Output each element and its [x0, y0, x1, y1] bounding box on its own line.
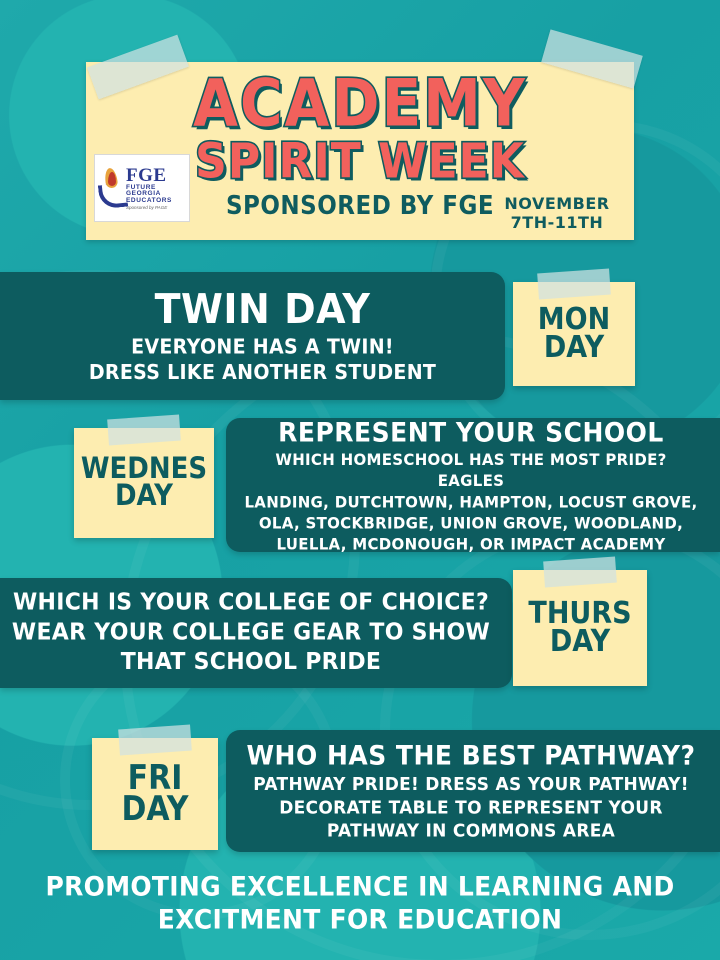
wednesday-panel [226, 418, 720, 552]
thursday-desc [10, 588, 492, 677]
tape-strip-icon [107, 415, 181, 446]
poster-title-line1: ACADEMY [193, 64, 527, 142]
tape-strip-icon [543, 557, 617, 588]
friday-desc-line3: PATHWAY IN COMMONS AREA [326, 820, 616, 842]
poster-date-line2: 7TH-11TH [510, 213, 604, 232]
monday-label-line1: MON [537, 301, 611, 337]
day-row-monday [0, 272, 720, 400]
day-label-thursday [513, 570, 647, 686]
fge-tagline: Sponsored by PAGE [126, 205, 168, 210]
thursday-label-line2: DAY [549, 624, 611, 659]
thursday-desc-line2: WEAR YOUR COLLEGE GEAR TO SHOW [11, 619, 491, 646]
tape-strip-icon [118, 725, 192, 756]
fge-acronym: FGE [126, 164, 167, 186]
monday-title: TWIN DAY [154, 285, 371, 333]
day-label-friday [92, 738, 218, 850]
wednesday-label-line2: DAY [114, 479, 174, 513]
friday-label-line2: DAY [121, 789, 189, 830]
poster-date-line1: NOVEMBER [504, 194, 610, 213]
friday-title: WHO HAS THE BEST PATHWAY? [246, 739, 696, 771]
fge-line3: EDUCATORS [126, 196, 172, 204]
wednesday-desc-line1: WHICH HOMESCHOOL HAS THE MOST PRIDE? EAGLES [275, 449, 667, 490]
friday-desc [244, 773, 698, 843]
poster-date [492, 194, 622, 232]
friday-desc-line1: PATHWAY PRIDE! DRESS AS YOUR PATHWAY! [253, 773, 689, 795]
day-row-thursday [0, 578, 720, 696]
monday-label-line2: DAY [543, 330, 605, 365]
fge-line1: FUTURE [126, 183, 156, 191]
poster-title-line2: SPIRIT WEEK [195, 133, 525, 190]
tape-strip-icon [537, 269, 611, 300]
wednesday-desc-line3: OLA, STOCKBRIDGE, UNION GROVE, WOODLAND, [258, 513, 684, 533]
thursday-panel [0, 578, 512, 688]
flame-icon [98, 166, 124, 210]
poster-footer [0, 870, 720, 936]
day-label-wednesday [74, 428, 214, 538]
poster-sponsor-text: SPONSORED BY FGE [225, 191, 495, 221]
fge-logo [94, 154, 190, 222]
friday-label-line1: FRI [127, 758, 183, 798]
thursday-desc-line3: THAT SCHOOL PRIDE [120, 648, 382, 676]
day-row-friday [0, 730, 720, 860]
monday-desc [40, 335, 485, 386]
wednesday-desc [244, 449, 698, 555]
fge-logo-text [126, 166, 172, 211]
monday-panel [0, 272, 505, 400]
poster-header [86, 62, 634, 240]
monday-desc-line2: DRESS LIKE ANOTHER STUDENT [88, 361, 437, 385]
wednesday-title: REPRESENT YOUR SCHOOL [278, 416, 664, 448]
wednesday-label-line1: WEDNES [80, 451, 208, 486]
fge-line2: GEORGIA [126, 190, 161, 197]
thursday-desc-line1: WHICH IS YOUR COLLEGE OF CHOICE? [12, 589, 490, 617]
friday-desc-line2: DECORATE TABLE TO REPRESENT YOUR [279, 796, 663, 819]
footer-line1: PROMOTING EXCELLENCE IN LEARNING AND [45, 871, 675, 902]
wednesday-desc-line2: LANDING, DUTCHTOWN, HAMPTON, LOCUST GROVE, [244, 491, 698, 512]
day-row-wednesday [0, 416, 720, 558]
day-label-monday [513, 282, 635, 386]
thursday-label-line1: THURS [528, 595, 632, 631]
monday-desc-line1: EVERYONE HAS A TWIN! [131, 335, 394, 359]
friday-panel [226, 730, 720, 852]
footer-line2: EXCITMENT FOR EDUCATION [157, 904, 563, 935]
wednesday-desc-line4: LUELLA, MCDONOUGH, OR IMPACT ACADEMY [276, 534, 666, 554]
